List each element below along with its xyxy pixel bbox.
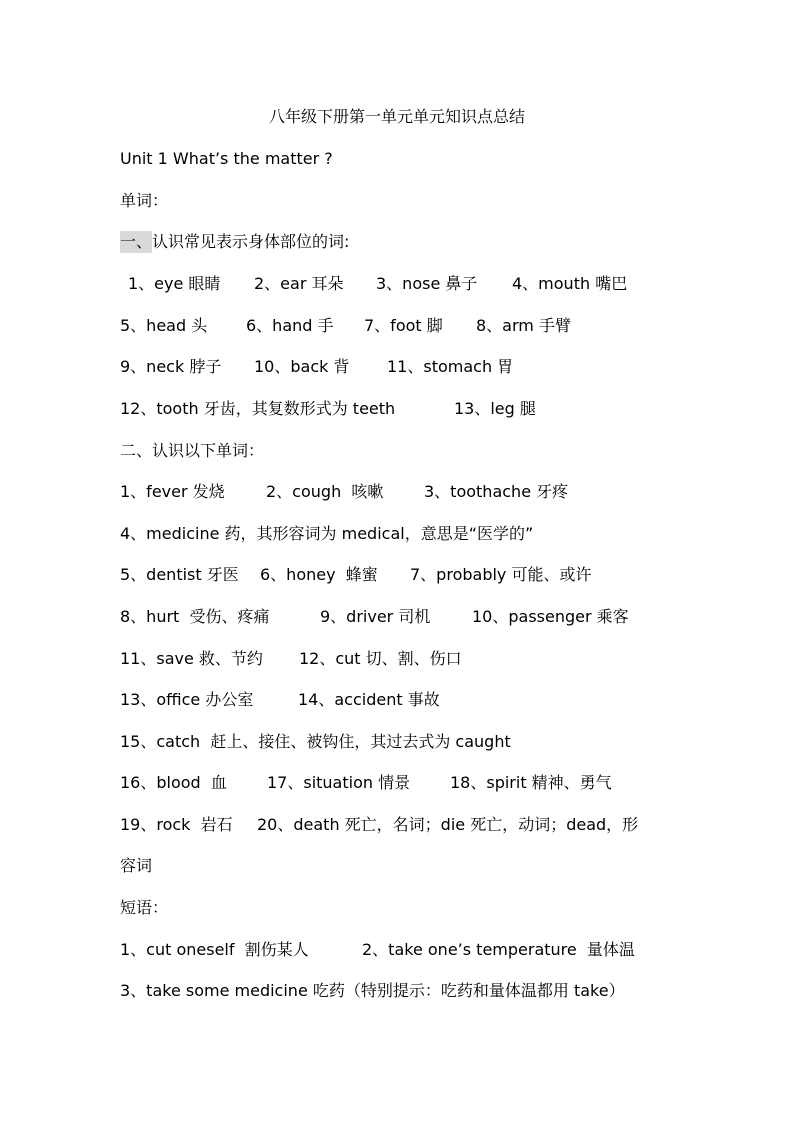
vocab-item: 6、honey 蜂蜜 [260, 565, 378, 584]
vocab-item: 1、eye 眼睛 [128, 274, 221, 293]
vocab-item: 7、foot 脚 [364, 316, 443, 335]
vocab-item: 8、hurt 受伤、疼痛 [120, 607, 270, 626]
vocab-item: 12、cut 切、割、伤口 [299, 649, 462, 668]
phrase-item: 3、take some medicine 吃药（特别提示：吃药和量体温都用 take） [120, 981, 625, 1000]
vocab-item: 13、leg 腿 [454, 399, 536, 418]
vocab-item: 8、arm 手臂 [476, 316, 571, 335]
vocab-item: 15、catch 赶上、接住、被钩住，其过去式为 caught [120, 732, 511, 751]
vocab-item: 容词 [120, 856, 153, 875]
section2-heading: 二、认识以下单词： [120, 441, 265, 460]
vocab-item: 10、passenger 乘客 [472, 607, 629, 626]
vocab-item: 11、stomach 胃 [387, 357, 514, 376]
vocab-item: 17、situation 情景 [267, 773, 411, 792]
section1-heading: 认识常见表示身体部位的词: [152, 232, 350, 251]
document-title: 八年级下册第一单元单元知识点总结 [268, 107, 525, 126]
vocab-item: 1、fever 发烧 [120, 482, 225, 501]
vocab-item: 5、head 头 [120, 316, 208, 335]
vocab-item: 12、tooth 牙齿，其复数形式为 teeth [120, 399, 396, 418]
vocab-item: 18、spirit 精神、勇气 [450, 773, 612, 792]
vocab-item: 9、neck 脖子 [120, 357, 222, 376]
vocab-item: 19、rock 岩石 [120, 815, 233, 834]
unit-heading: Unit 1 What’s the matter ? [120, 149, 333, 168]
vocab-item: 13、office 办公室 [120, 690, 254, 709]
vocab-item: 4、mouth 嘴巴 [512, 274, 628, 293]
vocab-item: 11、save 救、节约 [120, 649, 263, 668]
vocab-item: 2、cough 咳嗽 [266, 482, 384, 501]
vocab-item: 16、blood 血 [120, 773, 227, 792]
vocab-item: 9、driver 司机 [320, 607, 431, 626]
vocab-heading: 单词： [120, 191, 169, 210]
section1-heading-line [120, 231, 349, 253]
section1-marker: 一、 [120, 232, 153, 251]
vocab-item: 4、medicine 药，其形容词为 medical，意思是“医学的” [120, 524, 534, 543]
vocab-item: 20、death 死亡，名词；die 死亡，动词；dead，形 [257, 815, 639, 834]
vocab-item: 3、nose 鼻子 [376, 274, 478, 293]
vocab-item: 7、probably 可能、或许 [410, 565, 592, 584]
vocab-item: 3、toothache 牙疼 [424, 482, 569, 501]
phrase-item: 1、cut oneself 割伤某人 [120, 940, 309, 959]
phrases-heading: 短语： [120, 898, 169, 917]
vocab-item: 5、dentist 牙医 [120, 565, 239, 584]
vocab-item: 14、accident 事故 [298, 690, 440, 709]
vocab-item: 6、hand 手 [246, 316, 334, 335]
vocab-item: 2、ear 耳朵 [254, 274, 344, 293]
vocab-item: 10、back 背 [254, 357, 350, 376]
phrase-item: 2、take one’s temperature 量体温 [362, 940, 635, 959]
